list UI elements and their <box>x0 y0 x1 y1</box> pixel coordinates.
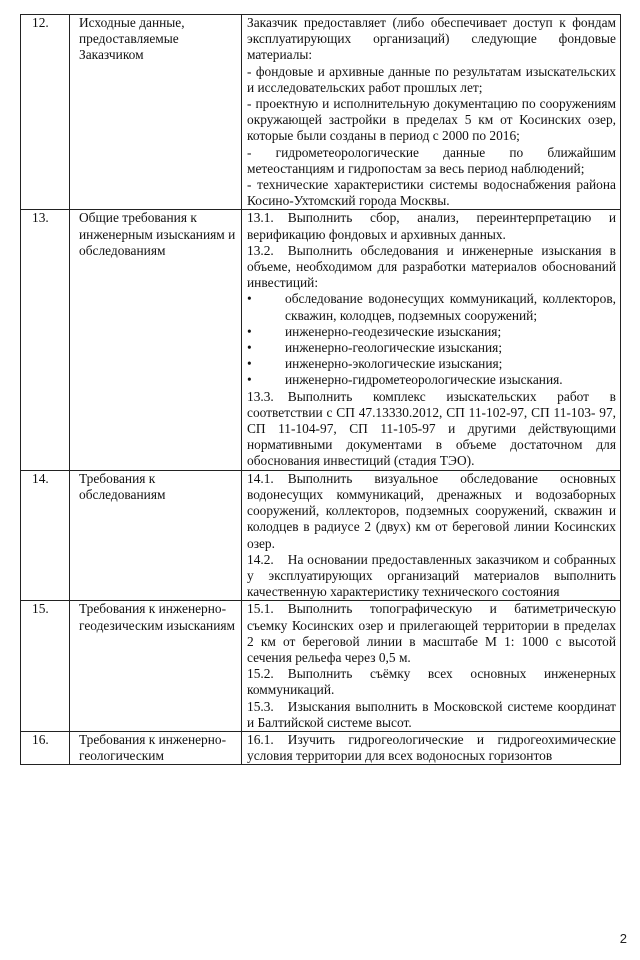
clause-number: 15.3. <box>247 698 274 714</box>
clause-text: Выполнить обследования и инженерные изыскания в объеме, необходимом для разработки материалов обоснований инвестиций: <box>247 242 616 291</box>
bullet-text: инженерно-геологические изыскания; <box>285 340 503 356</box>
row-title: Требования к инженерно-геодезическим изысканиям <box>70 601 242 732</box>
clause-number: 16.1. <box>247 731 274 747</box>
bullet-marker: • <box>247 323 252 339</box>
row-number: 12. <box>21 15 70 210</box>
row-content <box>242 470 621 601</box>
clause-text: Изучить гидрогеологические и гидрогеохимические условия территории для всех водоносных горизонтов <box>247 731 616 764</box>
bullet-marker: • <box>247 291 252 307</box>
bullet-item <box>247 340 616 356</box>
table-row <box>21 15 621 210</box>
clause-text: Выполнить визуальное обследование основных водонесущих коммуникаций, дренажных и водозаборных сооружений, коллекторов, подземных сооружений, скважин и колодцев в радиусе 2 (двух) км от береговой линии Косинских озер. <box>247 470 616 551</box>
table-row <box>21 210 621 470</box>
requirements-table <box>20 14 621 765</box>
bullet-text: инженерно-гидрометеорологические изыскания. <box>285 372 563 388</box>
row-content <box>242 601 621 732</box>
clause-paragraph <box>247 699 616 731</box>
clause-paragraph <box>247 471 616 552</box>
clause-number: 13.2. <box>247 242 274 258</box>
row-title: Общие требования к инженерным изысканиям и обследованиям <box>70 210 242 470</box>
requirements-table-body <box>21 15 621 765</box>
bullet-marker: • <box>247 340 252 356</box>
row-content <box>242 15 621 210</box>
bullet-text: обследование водонесущих коммуникаций, коллекторов, скважин, колодцев, подземных сооружений; <box>285 291 616 323</box>
paragraph: - проектную и исполнительную документацию по сооружениям окружающей застройки в пределах 5 км от Косинских озер, которые были созданы в период с 2000 по 2016; <box>247 96 616 144</box>
bullet-item <box>247 324 616 340</box>
clause-number: 13.1. <box>247 210 274 226</box>
row-content <box>242 210 621 470</box>
row-title: Требования к обследованиям <box>70 470 242 601</box>
clause-text: Выполнить сбор, анализ, переинтерпретацию и верификацию фондовых и архивных данных. <box>247 210 616 242</box>
clause-text: Выполнить топографическую и батиметрическую съемку Косинских озер и прилегающей территории в пределах 2 км от береговой линии в масштабе М 1: 1000 с высотой сечения рельефа через 0,5 м. <box>247 601 616 665</box>
clause-paragraph <box>247 552 616 601</box>
clause-paragraph <box>247 732 616 764</box>
clause-text: Выполнить комплекс изыскательских работ в соответствии с СП 47.13330.2012, СП 11-102-97, СП 11-103- 97, СП 11-104-97, СП 11-105-97 и другими действующими нормативными документами в объеме достаточном для обоснования инвестиций (стадия ТЭО). <box>247 388 616 469</box>
bullet-text: инженерно-экологические изыскания; <box>285 356 503 372</box>
paragraph: - технические характеристики системы водоснабжения района Косино-Ухтомский города Москвы. <box>247 177 616 209</box>
clause-number: 15.1. <box>247 601 274 617</box>
row-content <box>242 731 621 764</box>
clause-number: 14.1. <box>247 470 274 486</box>
clause-number: 14.2. <box>247 551 274 567</box>
clause-text: На основании предоставленных заказчиком и собранных у эксплуатирующих организаций материалов выполнить качественную характеристику технического состояния <box>247 551 616 600</box>
clause-paragraph <box>247 210 616 242</box>
bullet-marker: • <box>247 356 252 372</box>
clause-text: Изыскания выполнить в Московской системе координат и Балтийской системе высот. <box>247 698 616 730</box>
bullet-item <box>247 372 616 388</box>
row-title: Требования к инженерно-геологическим <box>70 731 242 764</box>
paragraph: Заказчик предоставляет (либо обеспечивает доступ к фондам эксплуатирующих организаций) следующие фондовые материалы: <box>247 15 616 63</box>
clause-paragraph <box>247 389 616 470</box>
clause-paragraph <box>247 243 616 292</box>
row-number: 14. <box>21 470 70 601</box>
clause-number: 15.2. <box>247 666 274 682</box>
clause-number: 13.3. <box>247 388 274 404</box>
row-number: 16. <box>21 731 70 764</box>
row-title: Исходные данные, предоставляемые Заказчиком <box>70 15 242 210</box>
bullet-item <box>247 291 616 323</box>
bullet-item <box>247 356 616 372</box>
table-row <box>21 731 621 764</box>
bullet-marker: • <box>247 372 252 388</box>
row-number: 15. <box>21 601 70 732</box>
table-row <box>21 470 621 601</box>
bullet-text: инженерно-геодезические изыскания; <box>285 323 502 339</box>
clause-text: Выполнить съёмку всех основных инженерных коммуникаций. <box>247 666 616 698</box>
paragraph: - фондовые и архивные данные по результатам изыскательских и исследовательских работ прошлых лет; <box>247 63 616 95</box>
page-number: 2 <box>619 931 627 946</box>
row-number: 13. <box>21 210 70 470</box>
paragraph: - гидрометеорологические данные по ближайшим метеостанциям и гидропостам за весь период наблюдений; <box>247 144 616 176</box>
table-row <box>21 601 621 732</box>
clause-paragraph <box>247 601 616 666</box>
clause-paragraph <box>247 666 616 698</box>
